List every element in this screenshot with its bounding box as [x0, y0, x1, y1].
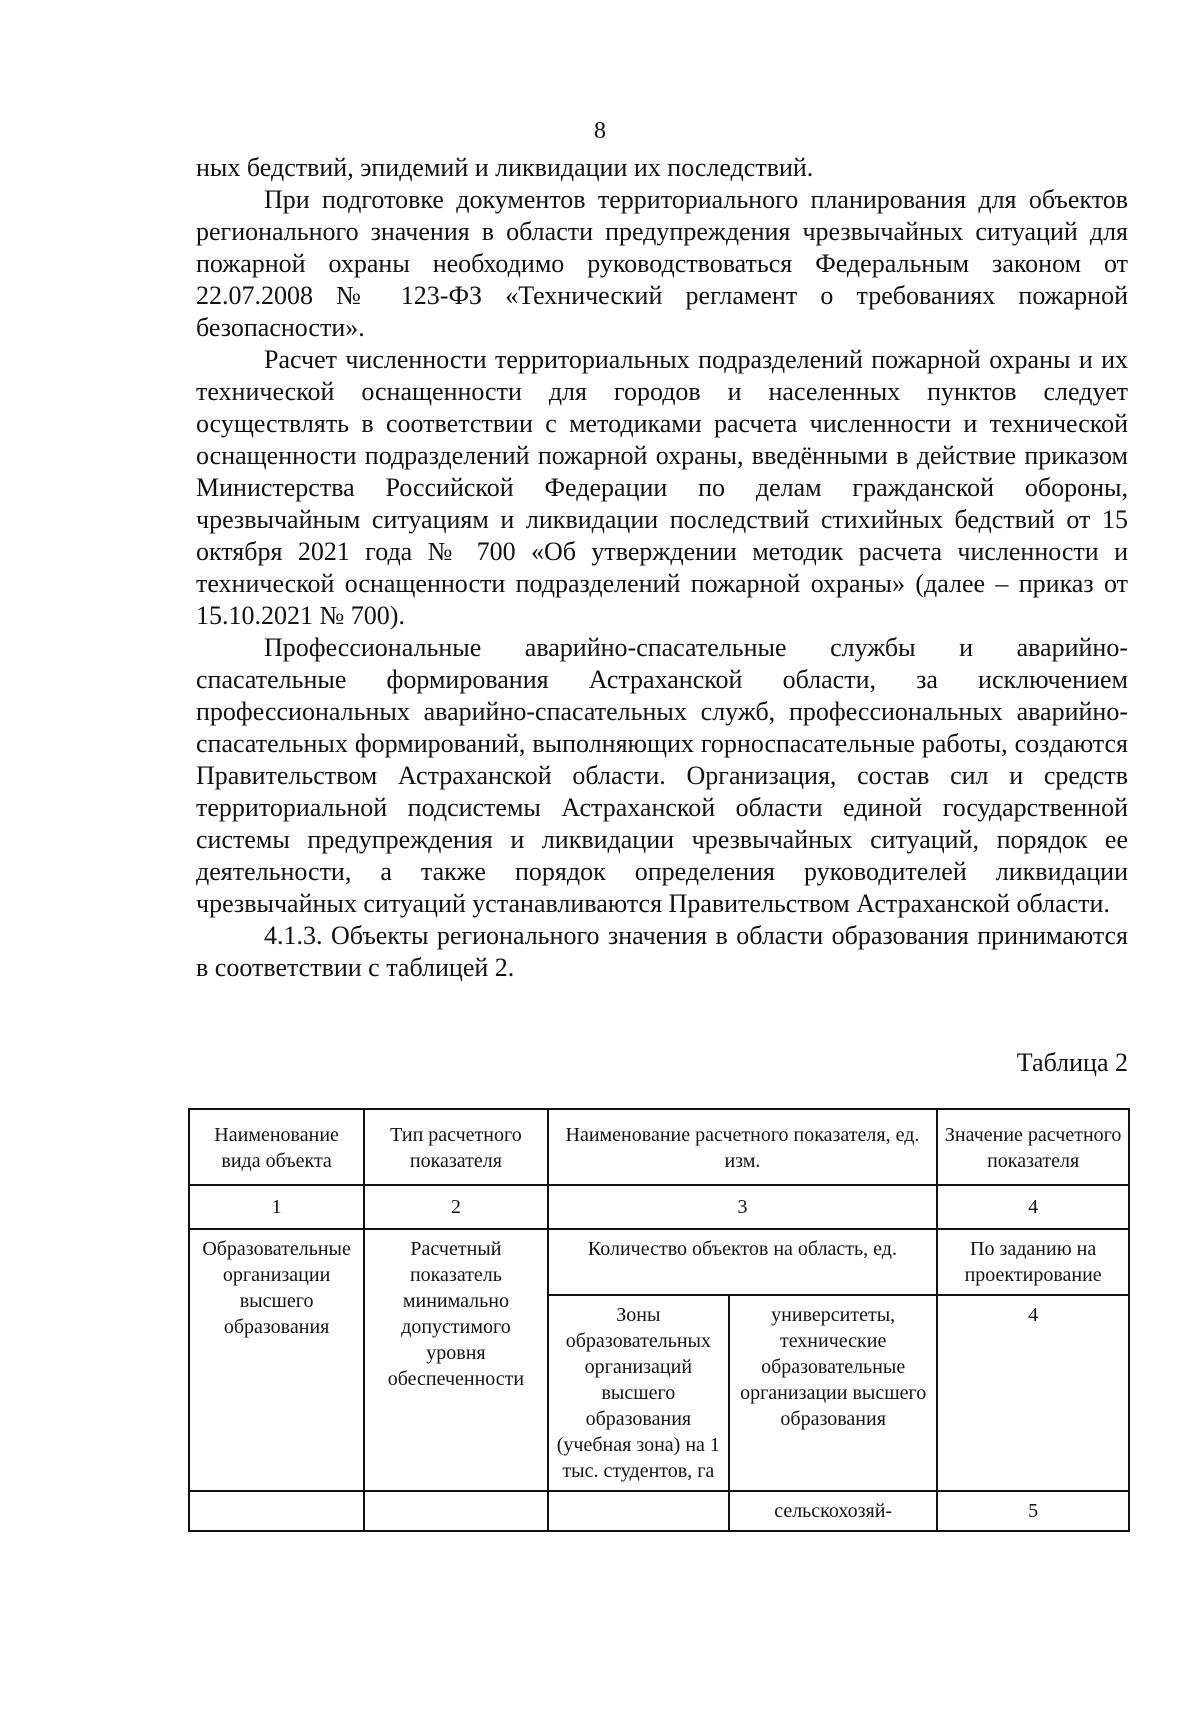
header-object-type: Наименование вида объекта — [189, 1109, 364, 1185]
header-indicator-type: Тип расчетного показателя — [364, 1109, 547, 1185]
education-objects-table — [188, 1108, 1130, 1532]
column-number: 4 — [937, 1185, 1129, 1229]
cell-count-value: По заданию на проектирование — [937, 1229, 1129, 1295]
table-caption: Таблица 2 — [1016, 1048, 1128, 1077]
column-number: 1 — [189, 1185, 364, 1229]
header-indicator-name: Наименование расчетного показателя, ед. изм. — [548, 1109, 938, 1185]
paragraph-continuation: ных бедствий, эпидемий и ликвидации их последствий. — [196, 153, 814, 182]
page-number: 8 — [594, 118, 606, 144]
body-text — [196, 152, 1128, 984]
cell-empty — [189, 1491, 364, 1531]
cell-agri: сельскохозяй- — [729, 1491, 937, 1531]
paragraph-education-objects: 4.1.3. Объекты регионального значения в области образования принимаются в соответствии с таблицей 2. — [196, 921, 1128, 982]
paragraph-rescue-services: Профессиональные аварийно-спасательные службы и аварийно-спасательные формирования Астраханской области, за исключением профессиональных аварийно-спасательных служб, профессиональных аварийно-спасательных формирований, выполняющих горноспасательные работы, создаются Правительством Астраханской области. Организация, состав сил и средств территориальной подсистемы Астраханской области единой государственной системы предупреждения и ликвидации чрезвычайных ситуаций, порядок ее деятельности, а также порядок определения руководителей ликвидации чрезвычайных ситуаций устанавливаются Правительством Астраханской области. — [196, 633, 1128, 918]
table-row — [189, 1491, 1129, 1531]
cell-indicator-type: Расчетный показатель минимально допустимого уровня обеспеченности — [364, 1229, 547, 1491]
table-header-row — [189, 1109, 1129, 1185]
cell-agri-value: 5 — [937, 1491, 1129, 1531]
table-row — [189, 1229, 1129, 1295]
cell-count-name: Количество объектов на область, ед. — [548, 1229, 938, 1295]
column-number: 2 — [364, 1185, 547, 1229]
cell-object-type: Образовательные организации высшего образования — [189, 1229, 364, 1491]
cell-zone-name: Зоны образовательных организаций высшего образования (учебная зона) на 1 тыс. студентов, га — [548, 1295, 729, 1491]
table-numbering-row — [189, 1185, 1129, 1229]
column-number: 3 — [548, 1185, 938, 1229]
cell-empty — [548, 1491, 729, 1531]
cell-empty — [364, 1491, 547, 1531]
header-indicator-value: Значение расчетного показателя — [937, 1109, 1129, 1185]
paragraph-fire-safety: При подготовке документов территориального планирования для объектов регионального значения в области предупреждения чрезвычайных ситуаций для пожарной охраны необходимо руководствоваться Федеральным законом от 22.07.2008 № 123-ФЗ «Технический регламент о требованиях пожарной безопасности». — [196, 185, 1128, 342]
cell-universities-value: 4 — [937, 1295, 1129, 1491]
paragraph-fire-units: Расчет численности территориальных подразделений пожарной охраны и их технической оснащенности для городов и населенных пунктов следует осуществлять в соответствии с методиками расчета численности и технической оснащенности подразделений пожарной охраны, введёнными в действие приказом Министерства Российской Федерации по делам гражданской обороны, чрезвычайным ситуациям и ликвидации последствий стихийных бедствий от 15 октября 2021 года № 700 «Об утверждении методик расчета численности и технической оснащенности подразделений пожарной охраны» (далее – приказ от 15.10.2021 № 700). — [196, 345, 1128, 630]
cell-universities: университеты, технические образовательные организации высшего образования — [729, 1295, 937, 1491]
